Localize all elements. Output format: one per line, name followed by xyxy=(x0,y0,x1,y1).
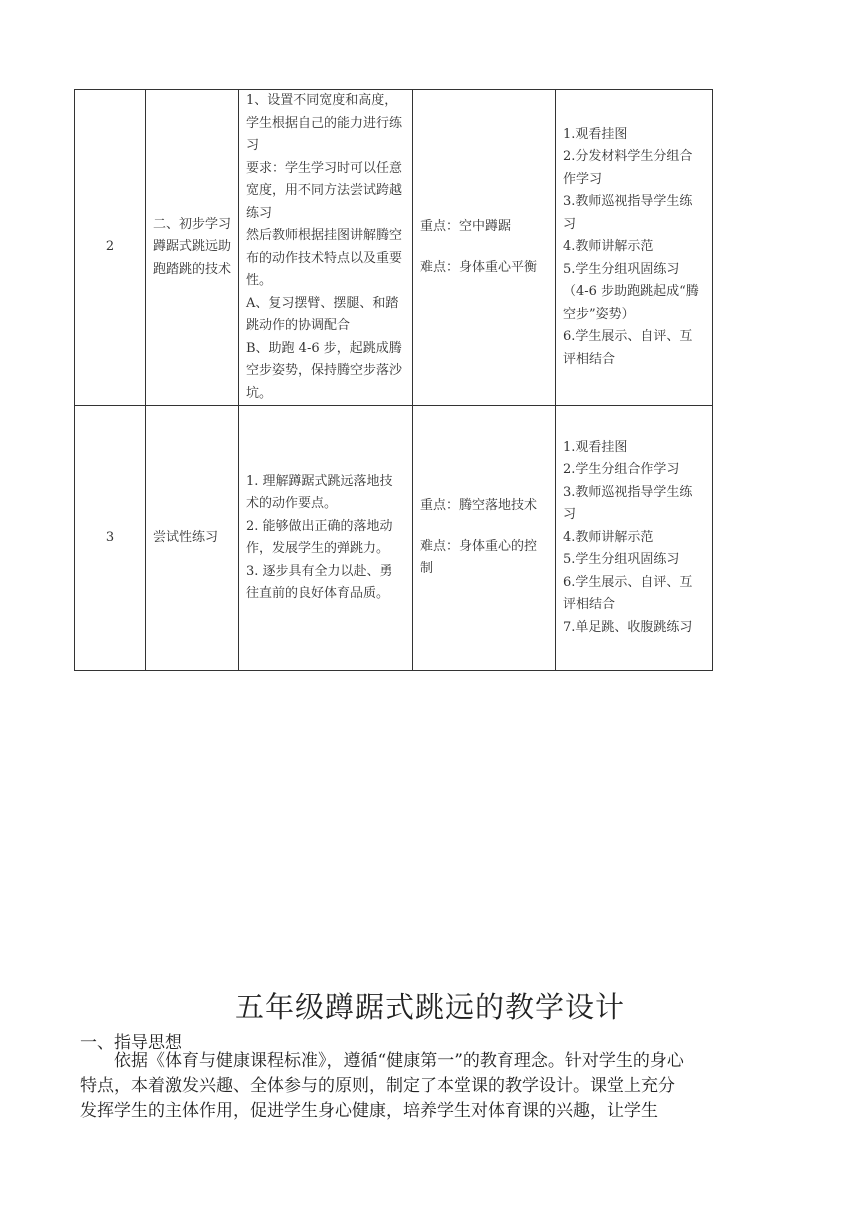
method-item: 6.学生展示、自评、互评相结合 xyxy=(563,574,693,613)
method-item: 3.教师巡视指导学生练习 xyxy=(563,484,693,523)
paragraph-line: 发挥学生的主体作用，促进学生身心健康，培养学生对体育课的兴趣，让学生 xyxy=(80,1101,658,1121)
row-methods xyxy=(556,406,713,671)
content-item: 要求：学生学习时可以任意宽度，用不同方法尝试跨越练习 xyxy=(246,160,403,221)
row-content xyxy=(239,90,413,406)
difficulty-point: 难点：身体重心的控制 xyxy=(420,538,538,577)
method-item: 2.分发材料学生分组合作学习 xyxy=(563,149,693,187)
paragraph-line: 特点，本着激发兴趣、全体参与的原则，制定了本堂课的教学设计。课堂上充分 xyxy=(80,1076,675,1096)
content-item: 然后教师根据挂图讲解腾空布的动作技术特点以及重要性。 xyxy=(246,228,403,288)
row-content xyxy=(239,406,413,671)
content-item: A、复习摆臂、摆腿、和踏跳动作的协调配合 xyxy=(246,295,399,333)
content-item: 1、设置不同宽度和高度，学生根据自己的能力进行练习 xyxy=(246,93,403,153)
method-item: 4.教师讲解示范 xyxy=(563,239,654,255)
table-row xyxy=(75,90,713,406)
row-focus xyxy=(413,90,556,406)
section-heading: 一、指导思想 xyxy=(80,1033,182,1053)
method-item: 1.观看挂图 xyxy=(563,439,628,455)
body-paragraph xyxy=(80,1049,784,1124)
method-item: 6.学生展示、自评、互评相结合 xyxy=(563,329,693,367)
row-methods xyxy=(556,90,713,406)
paragraph-line: 依据《体育与健康课程标准》，遵循“健康第一”的教育理念。针对学生的身心 xyxy=(114,1051,684,1071)
row-number: 3 xyxy=(75,406,146,671)
row-topic: 二、初步学习蹲踞式跳远助跑踏跳的技术 xyxy=(146,90,239,406)
method-item: 7.单足跳、收腹跳练习 xyxy=(563,619,693,635)
lesson-plan-table xyxy=(74,89,713,671)
difficulty-point: 难点：身体重心平衡 xyxy=(420,259,538,275)
method-item: 5.学生分组巩固练习 xyxy=(563,552,680,568)
document-title: 五年级蹲踞式跳远的教学设计 xyxy=(234,990,625,1024)
method-item: 5.学生分组巩固练习（4-6 步助跑跳起成“腾空步”姿势） xyxy=(563,261,699,322)
method-item: 1.观看挂图 xyxy=(563,126,628,142)
method-item: 4.教师讲解示范 xyxy=(563,529,654,545)
content-item: 1. 理解蹲踞式跳远落地技术的动作要点。 xyxy=(246,473,393,511)
table-row xyxy=(75,406,713,671)
method-item: 2.学生分组合作学习 xyxy=(563,462,680,478)
row-topic: 尝试性练习 xyxy=(146,406,239,671)
content-item: B、助跑 4-6 步，起跳成腾空步姿势，保持腾空步落沙坑。 xyxy=(246,340,403,401)
key-point: 重点：空中蹲踞 xyxy=(420,219,512,234)
key-point: 重点：腾空落地技术 xyxy=(420,498,538,514)
content-item: 2. 能够做出正确的落地动作，发展学生的弹跳力。 xyxy=(246,518,393,556)
row-number: 2 xyxy=(75,90,146,406)
row-focus xyxy=(413,406,556,671)
method-item: 3.教师巡视指导学生练习 xyxy=(563,194,693,232)
content-item: 3. 逐步具有全力以赴、勇往直前的良好体育品质。 xyxy=(246,563,393,601)
